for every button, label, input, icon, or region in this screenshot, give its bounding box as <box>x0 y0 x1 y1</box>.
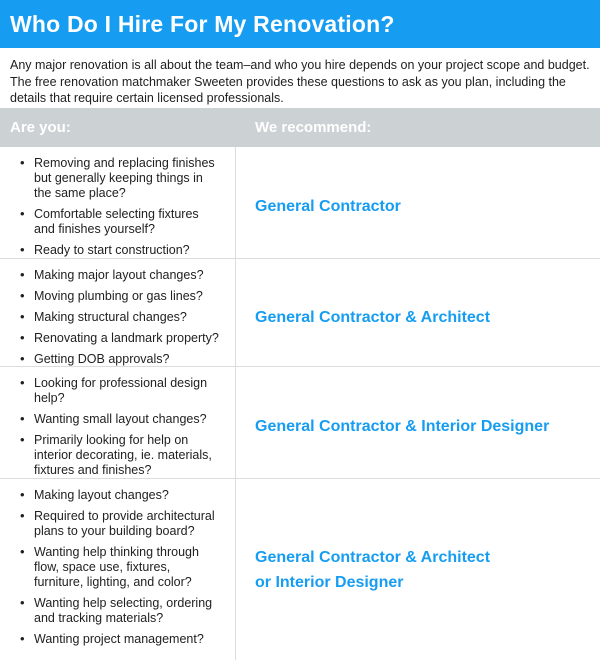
table-row <box>0 258 600 366</box>
column-header-row <box>0 108 600 147</box>
questions-cell <box>0 259 236 375</box>
question-item: • Wanting help thinking through flow, space use, fixtures, furniture, lighting, and color? <box>10 545 221 590</box>
table-row <box>0 366 600 478</box>
intro-line-2: The free renovation matchmaker Sweeten provides these questions to ask as you plan, including the details that require certain licensed professionals. <box>10 74 566 105</box>
question-item: • Making layout changes? <box>10 488 221 503</box>
question-list <box>10 156 221 258</box>
intro-line-1: Any major renovation is all about the team–and who you hire depends on your project scope and budget. <box>10 58 590 72</box>
recommendation-text: General Contractor & Architect <box>255 308 491 326</box>
questions-cell <box>0 367 236 486</box>
question-item: • Making structural changes? <box>10 310 221 325</box>
question-item: • Moving plumbing or gas lines? <box>10 289 221 304</box>
question-item: • Making major layout changes? <box>10 268 221 283</box>
recommendation-text: General Contractor & Interior Designer <box>255 418 550 435</box>
question-item: • Removing and replacing finishes but generally keeping things in the same place? <box>10 156 221 201</box>
question-item: • Wanting small layout changes? <box>10 412 221 427</box>
recommendation-text: General Contractor & Architect <box>255 548 491 566</box>
recommendation-cell <box>236 147 600 266</box>
title-bar <box>0 0 600 48</box>
table-row <box>0 147 600 258</box>
question-item: • Ready to start construction? <box>10 243 221 258</box>
questions-cell <box>0 479 236 660</box>
recommendation-text: General Contractor <box>255 198 401 215</box>
recommendation-text: or Interior Designer <box>255 573 404 591</box>
column-header-are-you: Are you: <box>10 119 71 136</box>
question-list <box>10 268 221 367</box>
question-list <box>10 488 221 647</box>
question-item: • Comfortable selecting fixtures and finishes yourself? <box>10 207 221 237</box>
question-item: • Required to provide architectural plans to your building board? <box>10 509 221 539</box>
question-item: • Renovating a landmark property? <box>10 331 221 346</box>
recommendation-cell <box>236 367 600 486</box>
page-title: Who Do I Hire For My Renovation? <box>10 10 395 37</box>
questions-cell <box>0 147 236 266</box>
recommendation-cell <box>236 259 600 375</box>
question-item: • Looking for professional design help? <box>10 376 221 406</box>
column-header-we-recommend: We recommend: <box>255 119 372 136</box>
table-row <box>0 478 600 660</box>
question-item: • Wanting project management? <box>10 632 221 647</box>
question-list <box>10 376 221 478</box>
question-item: • Getting DOB approvals? <box>10 352 221 367</box>
intro-paragraph <box>0 48 600 108</box>
question-item: • Primarily looking for help on interior decorating, ie. materials, fixtures and finishes? <box>10 433 221 478</box>
recommendation-cell <box>236 479 600 660</box>
question-item: • Wanting help selecting, ordering and tracking materials? <box>10 596 221 626</box>
